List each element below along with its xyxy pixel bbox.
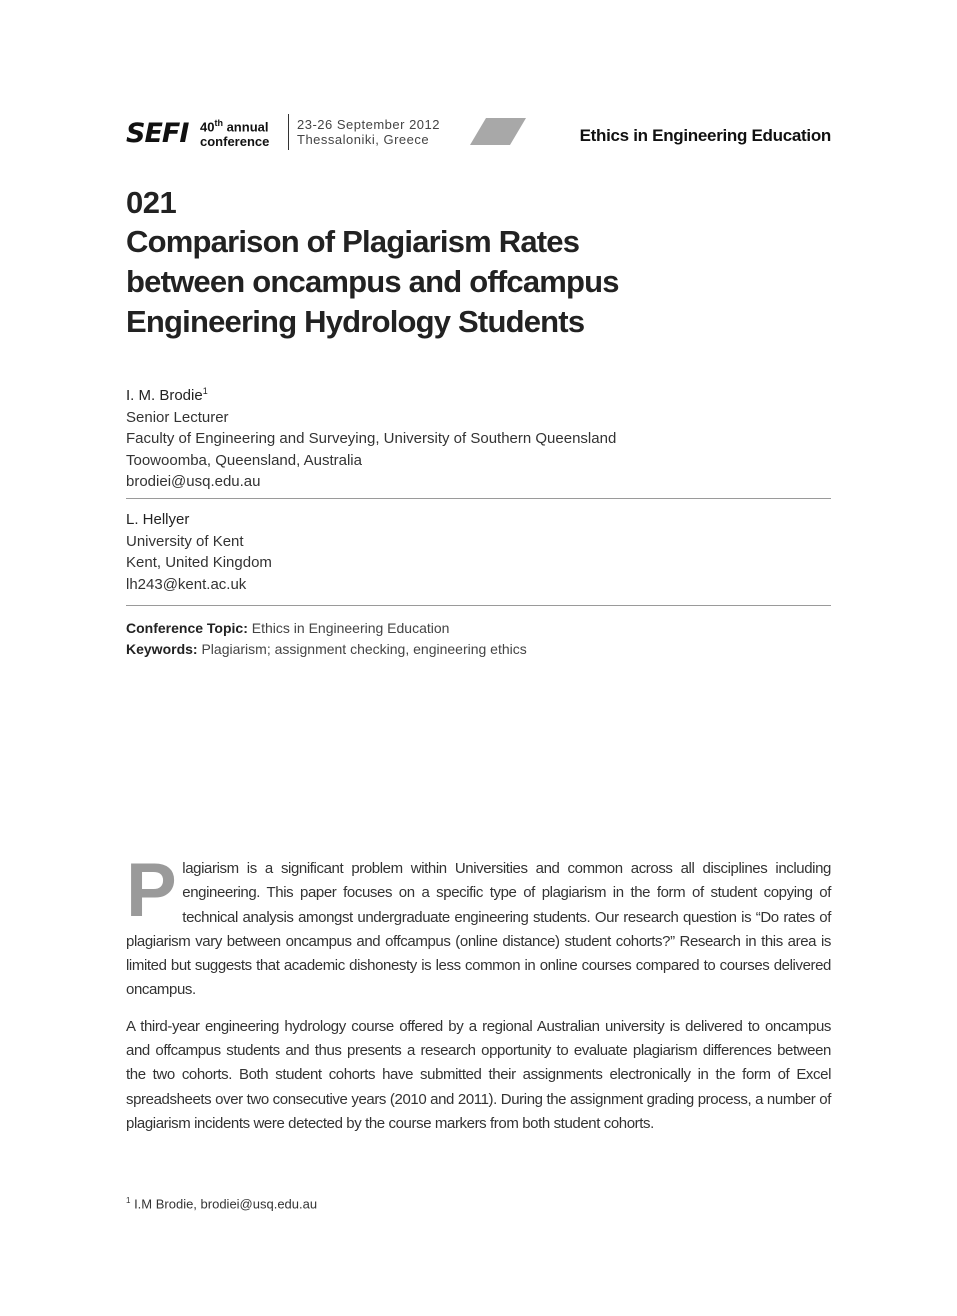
author-divider [126, 605, 831, 606]
conference-date: 23-26 September 2012 [297, 117, 440, 132]
author-location: Kent, United Kingdom [126, 554, 272, 571]
conference-location: Thessaloniki, Greece [297, 132, 430, 147]
parallelogram-decoration [470, 118, 526, 145]
conference-annual: annual [222, 119, 269, 135]
author-faculty: Faculty of Engineering and Surveying, University of Southern Queensland [126, 430, 617, 447]
author-brodie [126, 381, 831, 493]
title-line: Engineering Hydrology Students [126, 304, 585, 339]
conference-topic: Conference Topic: Ethics in Engineering Education [126, 620, 450, 636]
footnote-marker: 1 [202, 386, 208, 396]
keywords: Keywords: Plagiarism; assignment checking, engineering ethics [126, 641, 527, 657]
paragraph-text: lagiarism is a significant problem within Universities and common across all disciplines including engineering. This paper focuses on a specific type of plagiarism in the form of student copying of technical analysis amongst undergraduate engineering students. Our research question is “Do rates of plagiarism vary between oncampus and offcampus (online distance) student cohorts?” Research in this area is limited but suggests that academic dishonesty is less common in online courses compared to courses delivered oncampus. [126, 860, 831, 999]
conference-date-location [297, 117, 440, 147]
author-location: Toowoomba, Queensland, Australia [126, 451, 362, 469]
author-email: brodiei@usq.edu.au [126, 473, 261, 490]
paragraph: A third-year engineering hydrology course offered by a regional Australian university is delivered to oncampus and offcampus students and thus presents a research opportunity to evaluate plagiarism differences between the two cohorts. Both student cohorts have submitted their assignments electronically in the form of Excel spreadsheets over two consecutive years (2010 and 2011). During the assignment grading process, a number of plagiarism incidents were detected by the course markers from both student cohorts. [126, 1017, 831, 1132]
author-position: Senior Lecturer [126, 408, 229, 426]
conference-word: conference [200, 134, 270, 150]
header-divider [288, 114, 289, 150]
author-name: I. M. Brodie$^1$ [126, 386, 208, 404]
footnote-text: I.M Brodie, brodiei@usq.edu.au [130, 1196, 318, 1212]
author-hellyer [126, 509, 831, 595]
title-line: Comparison of Plagiarism Rates [126, 224, 580, 259]
conference-ordinal: 40 [200, 119, 215, 135]
author-email: lh243@kent.ac.uk [126, 575, 247, 593]
author-divider [126, 498, 831, 499]
author-name: L. Hellyer [126, 511, 190, 528]
footnote [126, 1196, 317, 1211]
title-line: between oncampus and offcampus [126, 264, 619, 299]
footnote-mark: 1 [126, 1196, 131, 1205]
paper-number: 021 [126, 185, 177, 220]
drop-cap: P [126, 848, 177, 933]
running-head: Ethics in Engineering Education [579, 126, 831, 145]
paper-meta [126, 618, 527, 660]
conference-header [126, 114, 831, 154]
title-block [126, 184, 831, 342]
abstract-body [126, 848, 831, 1136]
conference-edition [200, 116, 269, 149]
conference-ordinal-suffix: th [214, 118, 223, 128]
paragraph [126, 848, 831, 1003]
paper-title [126, 222, 831, 342]
author-affiliation: University of Kent [126, 532, 244, 550]
sefi-logo: SEFI [126, 118, 189, 149]
